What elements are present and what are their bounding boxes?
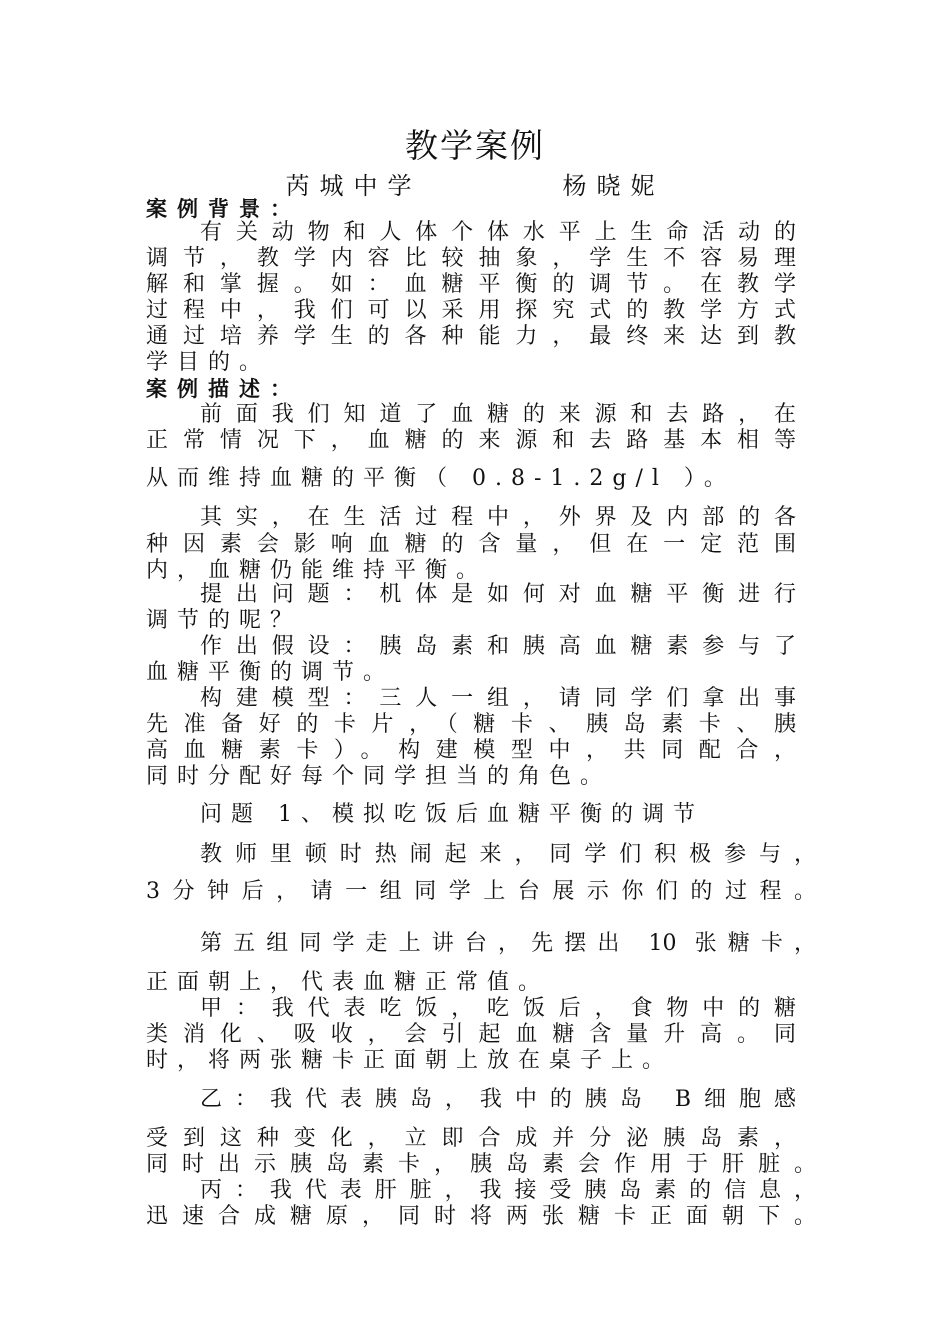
author-line: 芮城中学 杨晓妮 <box>285 172 665 200</box>
description-heading: 案例描述： <box>146 376 301 401</box>
paragraph-line: 时，将两张糖卡正面朝上放在桌子上。 <box>146 1048 674 1073</box>
paragraph-line: 类消化、吸收，会引起血糖含量升高。同 <box>146 1022 796 1047</box>
paragraph-line: 问题 1、模拟吃饭后血糖平衡的调节 <box>200 802 704 827</box>
paragraph-line: 甲：我代表吃饭，吃饭后，食物中的糖 <box>200 996 796 1021</box>
paragraph-line: 从而维持血糖的平衡（ 0.8-1.2g/l ）。 <box>146 466 735 491</box>
paragraph-line: 过程中，我们可以采用探究式的教学方式 <box>146 298 796 323</box>
paragraph-line: 通过培养学生的各种能力，最终来达到教 <box>146 324 796 349</box>
paragraph-line: 种因素会影响血糖的含量，但在一定范围 <box>146 532 796 557</box>
paragraph-line: 第五组同学走上讲台，先摆出 10 张糖卡， <box>200 931 816 956</box>
paragraph-line: 迅速合成糖原，同时将两张糖卡正面朝下。 <box>146 1204 816 1229</box>
paragraph-line: 解和掌握。如：血糖平衡的调节。在教学 <box>146 272 796 297</box>
paragraph-line: 其实，在生活过程中，外界及内部的各 <box>200 505 796 530</box>
paragraph-line: 高血糖素卡）。构建模型中，共同配合， <box>146 738 796 763</box>
paragraph-line: 受到这种变化，立即合成并分泌胰岛素， <box>146 1126 796 1151</box>
paragraph-line: 同时分配好每个同学担当的角色。 <box>146 764 612 789</box>
paragraph-line: 作出假设：胰岛素和胰高血糖素参与了 <box>200 634 796 659</box>
paragraph-line: 教师里顿时热闹起来，同学们积极参与， <box>200 842 816 867</box>
paragraph-line: 同时出示胰岛素卡，胰岛素会作用于肝脏。 <box>146 1152 816 1177</box>
paragraph-line: 前面我们知道了血糖的来源和去路，在 <box>200 402 796 427</box>
document-title: 教学案例 <box>405 126 545 165</box>
paragraph-line: 丙：我代表肝脏，我接受胰岛素的信息， <box>200 1178 816 1203</box>
paragraph-line: 调节，教学内容比较抽象，学生不容易理 <box>146 246 796 271</box>
paragraph-line: 血糖平衡的调节。 <box>146 660 395 685</box>
paragraph-line: 正面朝上，代表血糖正常值。 <box>146 970 550 995</box>
paragraph-line: 学目的。 <box>146 350 271 375</box>
paragraph-line: 内，血糖仍能维持平衡。 <box>146 558 488 583</box>
paragraph-line: 调节的呢？ <box>146 608 302 633</box>
paragraph-line: 构建模型：三人一组，请同学们拿出事 <box>200 686 796 711</box>
paragraph-line: 提出问题：机体是如何对血糖平衡进行 <box>200 582 796 607</box>
paragraph-line: 正常情况下，血糖的来源和去路基本相等 <box>146 428 796 453</box>
paragraph-line: 有关动物和人体个体水平上生命活动的 <box>200 220 796 245</box>
background-heading: 案例背景： <box>146 196 301 221</box>
paragraph-line: 3分钟后，请一组同学上台展示你们的过程。 <box>146 879 816 904</box>
paragraph-line: 乙：我代表胰岛，我中的胰岛 B细胞感 <box>200 1087 796 1112</box>
paragraph-line: 先准备好的卡片，（糖卡、胰岛素卡、胰 <box>146 712 796 737</box>
